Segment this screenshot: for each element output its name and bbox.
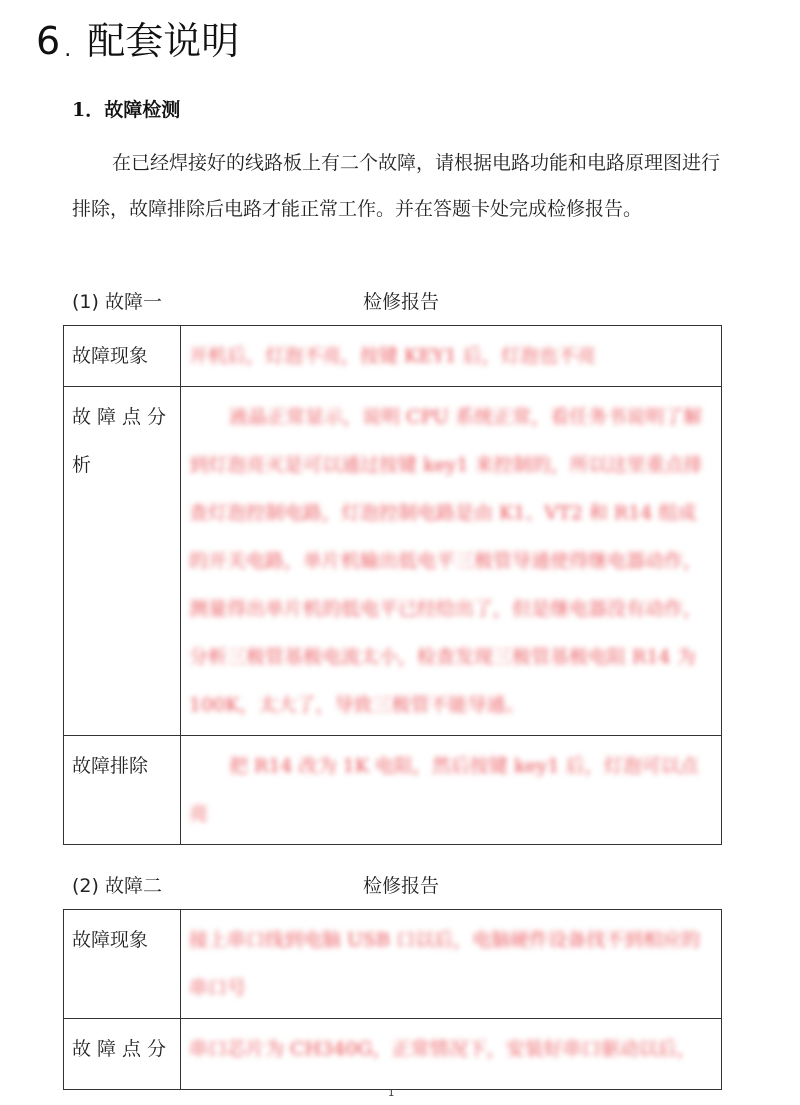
- fault2-analysis-content: 串口芯片为 CH340G，正常情况下，安装好串口驱动以后，: [181, 1019, 722, 1090]
- fault1-report-title: 检修报告: [363, 291, 440, 313]
- fault2-symptom-label: 故障现象: [64, 910, 181, 1019]
- fault2-analysis-label: 故障点分: [64, 1019, 181, 1090]
- fault2-report-table: [63, 909, 722, 1090]
- fault1-fix-label: 故障排除: [64, 736, 181, 845]
- fault2-symptom-content: 接上串口线到电脑 USB 口以后，电脑硬件设备找不到相应的串口号: [181, 910, 722, 1019]
- fault2-caption: (2) 故障二: [72, 875, 162, 897]
- table-row: [64, 1019, 722, 1090]
- section-title: 配套说明: [87, 19, 240, 63]
- table-row: [64, 910, 722, 1019]
- intro-paragraph: 在已经焊接好的线路板上有二个故障，请根据电路功能和电路原理图进行排除，故障排除后电路才能正常工作。并在答题卡处完成检修报告。: [72, 152, 721, 220]
- table-row: [64, 387, 722, 736]
- fault1-symptom-label: 故障现象: [64, 326, 181, 387]
- fault1-fix-content: 把 R14 改为 1K 电阻，然后按键 key1 后，灯泡可以点亮: [181, 736, 722, 845]
- fault1-symptom-content: 开机后，灯泡不亮，按键 KEY1 后，灯泡也不亮: [181, 326, 722, 387]
- page-number: 1: [388, 1088, 395, 1099]
- section-number: 6: [36, 19, 61, 63]
- table-row: [64, 736, 722, 845]
- subsection-title: 1．故障检测: [72, 99, 181, 121]
- fault2-report-title: 检修报告: [363, 875, 440, 897]
- fault1-caption: (1) 故障一: [72, 291, 162, 313]
- fault1-report-table: [63, 325, 722, 845]
- table-row: [64, 326, 722, 387]
- fault1-analysis-content: 液晶正常显示，说明 CPU 系统正常，看任务书说明了解到灯泡亮灭是可以通过按键 key1 来控制的，所以这里重点排查灯泡控制电路，灯泡控制电路是由 K1、VT2 和 R14 组成的开关电路，单片机输出低电平三极管导通使得继电器动作，测量得出单片机的低电平已经给出了，但是继电器没有动作，分析三极管基极电流太小，检查发现三极管基极电阻 R14 为 100K，太大了，导致三极管不能导通。: [181, 387, 722, 736]
- section-heading: [36, 14, 239, 77]
- fault1-analysis-label: 故障点分析: [64, 387, 181, 736]
- section-dot: .: [64, 37, 72, 62]
